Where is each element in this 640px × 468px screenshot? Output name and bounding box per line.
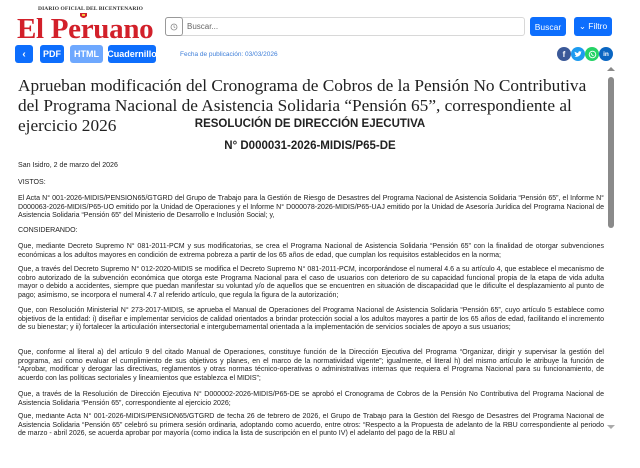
cuadernillo-button[interactable]: Cuadernillo <box>108 45 156 63</box>
html-button[interactable]: HTML <box>70 45 103 63</box>
search-button[interactable]: Buscar <box>530 17 566 36</box>
document-title: Aprueban modificación del Cronograma de Cobros de la Pensión No Contributiva del Programa Nacional de Asistencia Solidaria “Pensión 65”, correspondiente al ejercicio 2026 <box>18 76 587 135</box>
considerando-paragraph: Que, a través del Decreto Supremo N° 012-2020-MIDIS se modifica el Decreto Supremo N° 081-2011-PCM, incorporándose el numeral 4.6 a su artículo 4, que establece el mecanismo de cobro autorizado de la subvención económica que otorga este Programa Nacional para el caso de usuarios con deterioro de su capacidad funcional propia de la etapa de vida adulta mayor o debido a accidentes, siempre que puedan manifestar su voluntad y/o de aquellos que se encuentren en situación de discapacidad que le dificulte el desplazamiento al punto de pago; asimismo, se incorpora el numeral 4.7 al referido artículo, que regula la figura de la autorización; <box>18 266 604 300</box>
logo[interactable]: El Peruano <box>17 13 154 45</box>
logo-tagline: DIARIO OFICIAL DEL BICENTENARIO <box>38 6 144 12</box>
site-header <box>0 0 640 72</box>
twitter-share-button[interactable] <box>571 47 585 61</box>
clock-icon <box>170 23 178 31</box>
scroll-down-arrow-icon[interactable] <box>607 425 615 429</box>
content-fade <box>0 440 640 468</box>
considerando-paragraph: Que, con Resolución Ministerial N° 273-2017-MIDIS, se aprueba el Manual de Operaciones del Programa Nacional de Asistencia Solidaria “Pensión 65”, cuyo artículo 5 establece como objetivos de la entidad: i) diseñar e implementar servicios de calidad orientados a brindar protección social a los adultos mayores a partir de los 65 años de edad, facilitando el incremento de su bienestar; y ii) fortalecer la articulación intersectorial e intergubernamental orientada a la implementación de servicios sociales de apoyo a sus usuarios; <box>18 307 604 332</box>
considerando-paragraph: Que, mediante Decreto Supremo N° 081-2011-PCM y sus modificatorias, se crea el Programa Nacional de Asistencia Solidaria “Pensión 65” con la finalidad de otorgar subvenciones económicas a los adultos mayores en condición de extrema pobreza a partir de los 65 años de edad, que cumplan los requisitos establecidos en la norma; <box>18 243 604 259</box>
vistos-heading: VISTOS: <box>18 179 46 186</box>
resolution-type: RESOLUCIÓN DE DIRECCIÓN EJECUTIVA <box>194 118 426 130</box>
linkedin-share-button[interactable] <box>599 47 613 61</box>
considerando-paragraph: Que, a través de la Resolución de Dirección Ejecutiva N° D000002-2026-MIDIS/P65-DE se aprobó el Cronograma de Cobros de la Pensión No Contributiva del Programa Nacional de Asistencia Solidaria “Pensión 65”, correspondiente al ejercicio 2026; <box>18 391 604 407</box>
facebook-share-button[interactable] <box>557 47 571 61</box>
whatsapp-icon <box>588 50 597 59</box>
scroll-up-arrow-icon[interactable] <box>607 67 615 71</box>
place-date: San Isidro, 2 de marzo del 2026 <box>18 162 118 169</box>
search-history-button[interactable] <box>165 17 183 36</box>
considerando-heading: CONSIDERANDO: <box>18 227 78 234</box>
whatsapp-share-button[interactable] <box>585 47 599 61</box>
facebook-icon: f <box>562 49 566 59</box>
linkedin-icon: in <box>603 50 609 58</box>
considerando-paragraph: Que, conforme al literal a) del artículo 9 del citado Manual de Operaciones, constituye función de la Dirección Ejecutiva del Programa “Organizar, dirigir y supervisar la gestión del programa, así como evaluar el cumplimiento de sus objetivos y planes, en el marco de la normatividad vigente”; igualmente, el literal h) del mismo artículo le atribuye la función de “Aprobar, modificar y derogar las directivas, reglamentos y otras normas técnico-operativas o administrativas internas que requiera el Programa Nacional para su funcionamiento, de acuerdo con las políticas sectoriales y lineamientos que establezca el MIDIS”; <box>18 349 604 383</box>
resolution-number: N° D000031-2026-MIDIS/P65-DE <box>224 140 396 152</box>
considerando-paragraph: Que, mediante Acta N° 001-2026-MIDIS/PENSION65/GTGRD de fecha 26 de febrero de 2026, el Grupo de Trabajo para la Gestión del Riesgo de Desastres del Programa Nacional de Asistencia Solidaria “Pensión 65” celebró su primera sesión ordinaria, adoptando como acuerdo, entre otros: “Respecto a la Propuesta de adelanto de la RBU correspondiente al periodo de marzo - abril 2026, se acuerda aprobar por mayoría (como indica la lista de suscripción en el punto IV) el adelanto del pago de la RBU al <box>18 413 604 438</box>
pdf-button[interactable]: PDF <box>40 45 64 63</box>
vistos-text: El Acta N° 001-2026-MIDIS/PENSION65/GTGRD del Grupo de Trabajo para la Gestión de Riesgo de Desastres del Programa Nacional de Asistencia Solidaria “Pensión 65”, el Informe N° D000063-2026-MIDIS/P65-UO emitido por la Unidad de Operaciones y el Informe N° D000078-2026-MIDIS/P65-UAJ emitido por la Unidad de Asesoría Jurídica del Programa Nacional de Asistencia Solidaria “Pensión 65” del Ministerio de Desarrollo e Inclusión Social; y, <box>18 195 604 220</box>
publication-date: Fecha de publicación: 03/03/2026 <box>180 51 278 58</box>
twitter-icon <box>574 51 582 58</box>
filter-button[interactable]: ⌄ Filtro <box>574 17 612 36</box>
search-input[interactable] <box>187 18 507 35</box>
back-button[interactable]: ‹ <box>15 45 33 63</box>
scrollbar-thumb[interactable] <box>608 77 614 228</box>
